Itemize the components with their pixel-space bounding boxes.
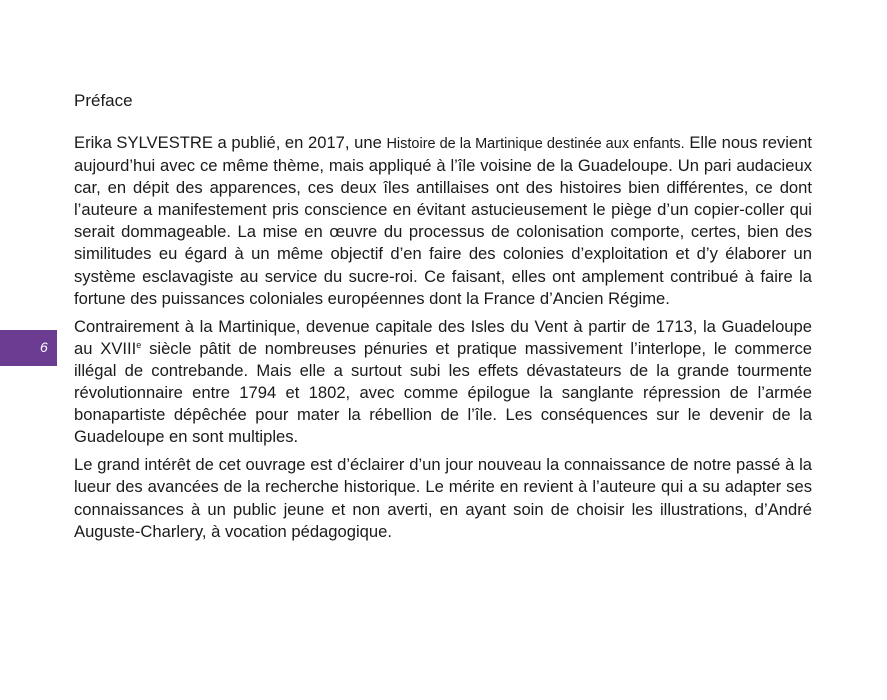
page-title: Préface [74,91,133,110]
paragraph-2-intro: Contrairement à la Martinique, devenue capitale des Isles du Vent à partir de 1713, la Guadeloupe au XVIII [74,316,812,358]
preface-body [74,132,812,549]
paragraph-1-intro: Erika SYLVESTRE a publié, en 2017, une [74,133,387,152]
paragraph-2-rest: siècle pâtit de nombreuses pénuries et pratique massivement l’interlope, le commerce illégal de contrebande. Mais elle a surtout subi les effets dévastateurs de la grande tourmente révolutionnaire entre 1794 et 1802, avec comme épilogue la sanglante répression de l’armée bonapartiste dépêchée pour mater la rébellion de l’île. Les conséquences sur le devenir de la Guadeloupe en sont multiples. [74,338,812,447]
book-title: Histoire de la Martinique destinée aux enfants. [386,136,685,152]
paragraph-2 [74,316,812,449]
paragraph-1 [74,132,812,310]
paragraph-3: Le grand intérêt de cet ouvrage est d’éclairer d’un jour nouveau la connaissance de notre passé à la lueur des avancées de la recherche historique. Le mérite en revient à l’auteure qui a su adapter ses connaissances à un public jeune et non averti, en ayant soin de choisir les illustrations, d’André Auguste-Charlery, à vocation pédagogique. [74,455,812,541]
paragraph-1-rest: Elle nous revient aujourd’hui avec ce même thème, mais appliqué à l’île voisine de la Guadeloupe. Un pari audacieux car, en dépit des apparences, ces deux îles antillaises ont des histoires bien différentes, ce dont l’auteure a manifestement pris conscience en évitant astucieusement le piège d’un copier-coller qui serait dommageable. La mise en œuvre du processus de colonisation comporte, certes, bien des similitudes eu égard à un même objectif d’en faire des colonies d’exploitation et d’y élaborer un système esclavagiste au service du sucre-roi. Ce faisant, elles ont amplement contribué à faire la fortune des puissances coloniales européennes dont la France d’Ancien Régime. [74,133,813,308]
page-number: 6 [40,339,48,355]
century-ordinal: e [136,339,142,350]
page-number-tab [0,330,57,366]
